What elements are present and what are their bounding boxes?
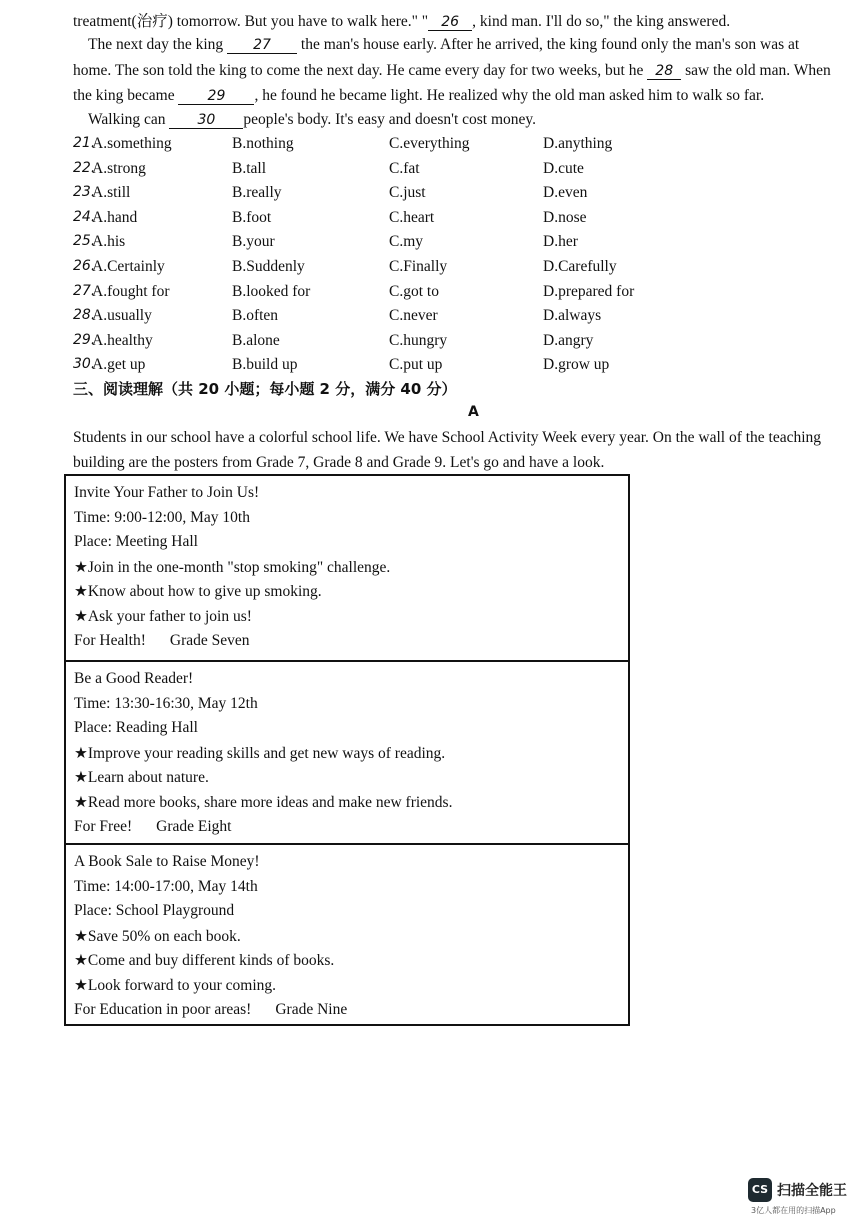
option-b: B.often	[232, 307, 279, 325]
option-a: A.get up	[92, 356, 146, 374]
question-number: 27.	[73, 282, 96, 299]
poster-grade: Grade Eight	[156, 817, 232, 835]
poster-item: ★Learn about nature.	[74, 769, 209, 787]
option-a: A.his	[92, 233, 126, 251]
option-c: C.heart	[389, 208, 435, 226]
question-number: 28.	[73, 307, 96, 324]
option-c: C.my	[389, 233, 424, 251]
option-a: A.healthy	[92, 331, 153, 349]
cloze-blank-28: 28	[647, 63, 681, 80]
option-b: B.nothing	[232, 135, 294, 152]
cloze-line-2	[88, 36, 799, 54]
poster-item: ★Look forward to your coming.	[74, 977, 277, 994]
option-b: B.Suddenly	[232, 258, 305, 275]
cloze-line-4	[73, 87, 764, 105]
cloze-text: people's body. It's easy and doesn't cost money.	[243, 111, 537, 128]
option-a: A.something	[92, 135, 172, 152]
option-row	[0, 135, 700, 159]
option-c: C.never	[389, 307, 438, 325]
cloze-blank-26: 26	[428, 14, 472, 31]
poster-footer	[74, 632, 250, 650]
option-b: B.tall	[232, 159, 267, 177]
option-b: B.alone	[232, 331, 280, 349]
option-c: C.got to	[389, 282, 439, 300]
cloze-text: , he found he became light. He realized why the old man asked him to walk so far.	[254, 87, 765, 104]
poster-title: Be a Good Reader!	[74, 670, 194, 687]
question-number: 30.	[73, 356, 96, 373]
cloze-line-1	[73, 9, 730, 31]
option-row	[0, 160, 700, 184]
cloze-blank-29: 29	[178, 88, 254, 105]
poster-title: Invite Your Father to Join Us!	[74, 484, 260, 501]
question-number: 22.	[73, 159, 96, 176]
option-a: A.still	[92, 184, 131, 202]
question-number: 25.	[73, 233, 96, 250]
option-row	[0, 307, 700, 331]
poster-grade: Grade Seven	[169, 631, 250, 649]
cloze-text: The next day the king	[88, 36, 224, 53]
poster-time: Time: 14:00-17:00, May 14th	[74, 877, 258, 895]
option-row	[0, 209, 700, 233]
option-row	[0, 233, 700, 257]
option-a: A.strong	[92, 159, 146, 177]
app-tagline: 3亿人都在用的扫描App	[751, 1206, 836, 1215]
poster-time: Time: 9:00-12:00, May 10th	[74, 508, 250, 526]
option-a: A.hand	[92, 208, 138, 226]
cloze-blank-27: 27	[227, 37, 297, 54]
cloze-text: saw the old man. When	[685, 62, 831, 79]
option-a: A.usually	[92, 307, 152, 325]
section-title: 三、阅读理解（共 20 小题；每小题 2 分，满分 40 分）	[73, 380, 457, 398]
option-d: D.Carefully	[543, 258, 617, 275]
option-d: D.always	[543, 307, 602, 325]
passage-letter: A	[468, 404, 479, 420]
poster-item: ★Save 50% on each book.	[74, 927, 241, 945]
question-number: 29.	[73, 331, 96, 348]
option-d: D.grow up	[543, 356, 610, 374]
question-number: 23.	[73, 184, 96, 201]
option-row	[0, 332, 700, 356]
option-c: C.Finally	[389, 258, 448, 275]
option-b: B.really	[232, 184, 282, 202]
camscanner-logo: CS	[748, 1178, 772, 1202]
poster-place: Place: Meeting Hall	[74, 533, 198, 551]
option-b: B.looked for	[232, 282, 311, 300]
option-c: C.fat	[389, 159, 420, 177]
option-b: B.your	[232, 233, 275, 251]
poster-1	[66, 476, 628, 660]
poster-item: ★Know about how to give up smoking.	[74, 583, 322, 601]
option-d: D.nose	[543, 208, 587, 226]
question-number: 26.	[73, 258, 96, 274]
passage-intro-line-2: building are the posters from Grade 7, Grade 8 and Grade 9. Let's go and have a look.	[73, 454, 605, 471]
passage-intro-line-1: Students in our school have a colorful school life. We have School Activity Week every year. On the wall of the teaching	[73, 429, 822, 446]
poster-3	[66, 843, 628, 1026]
option-c: C.just	[389, 184, 426, 202]
cloze-text: treatment(治疗) tomorrow. But you have to walk here." "	[73, 13, 429, 30]
poster-2	[66, 660, 628, 843]
option-a: A.fought for	[92, 282, 170, 300]
poster-item: ★Come and buy different kinds of books.	[74, 952, 335, 970]
app-name: 扫描全能王	[777, 1183, 847, 1199]
option-a: A.Certainly	[92, 258, 165, 275]
option-d: D.angry	[543, 331, 594, 349]
cloze-text: Walking can	[88, 111, 166, 128]
cloze-text: home. The son told the king to come the next day. He came every day for two weeks, but he	[73, 62, 644, 79]
cloze-line-5	[88, 111, 536, 129]
poster-footer	[74, 1001, 347, 1019]
poster-time: Time: 13:30-16:30, May 12th	[74, 694, 258, 712]
poster-place: Place: School Playground	[74, 902, 235, 920]
cloze-line-3	[73, 62, 831, 80]
poster-item: ★Ask your father to join us!	[74, 608, 252, 625]
question-number: 24.	[73, 208, 96, 225]
posters-box	[64, 474, 630, 1026]
cloze-text: the man's house early. After he arrived, the king found only the man's son was at	[300, 36, 800, 53]
poster-item: ★Join in the one-month "stop smoking" challenge.	[74, 558, 391, 576]
option-d: D.cute	[543, 159, 584, 177]
poster-place: Place: Reading Hall	[74, 719, 198, 737]
poster-slogan: For Free!	[74, 817, 133, 835]
question-number: 21.	[73, 135, 96, 151]
poster-item: ★Read more books, share more ideas and make new friends.	[74, 794, 453, 811]
option-b: B.build up	[232, 356, 298, 374]
option-d: D.prepared for	[543, 282, 635, 300]
option-c: C.hungry	[389, 331, 448, 349]
option-row	[0, 184, 700, 208]
option-c: C.everything	[389, 135, 470, 152]
poster-footer	[74, 818, 231, 836]
poster-item: ★Improve your reading skills and get new ways of reading.	[74, 744, 446, 762]
cloze-blank-30: 30	[169, 112, 243, 129]
poster-slogan: For Health!	[74, 631, 146, 649]
option-b: B.foot	[232, 208, 272, 226]
option-row	[0, 356, 700, 380]
poster-slogan: For Education in poor areas!	[74, 1000, 252, 1018]
poster-title: A Book Sale to Raise Money!	[74, 853, 260, 870]
option-d: D.even	[543, 184, 588, 202]
cloze-text: the king became	[73, 87, 175, 104]
option-c: C.put up	[389, 356, 443, 374]
option-row	[0, 258, 700, 282]
cloze-text: , kind man. I'll do so," the king answered.	[472, 13, 731, 30]
option-d: D.anything	[543, 135, 613, 152]
option-d: D.her	[543, 233, 578, 251]
poster-grade: Grade Nine	[275, 1000, 348, 1018]
option-row	[0, 283, 700, 307]
